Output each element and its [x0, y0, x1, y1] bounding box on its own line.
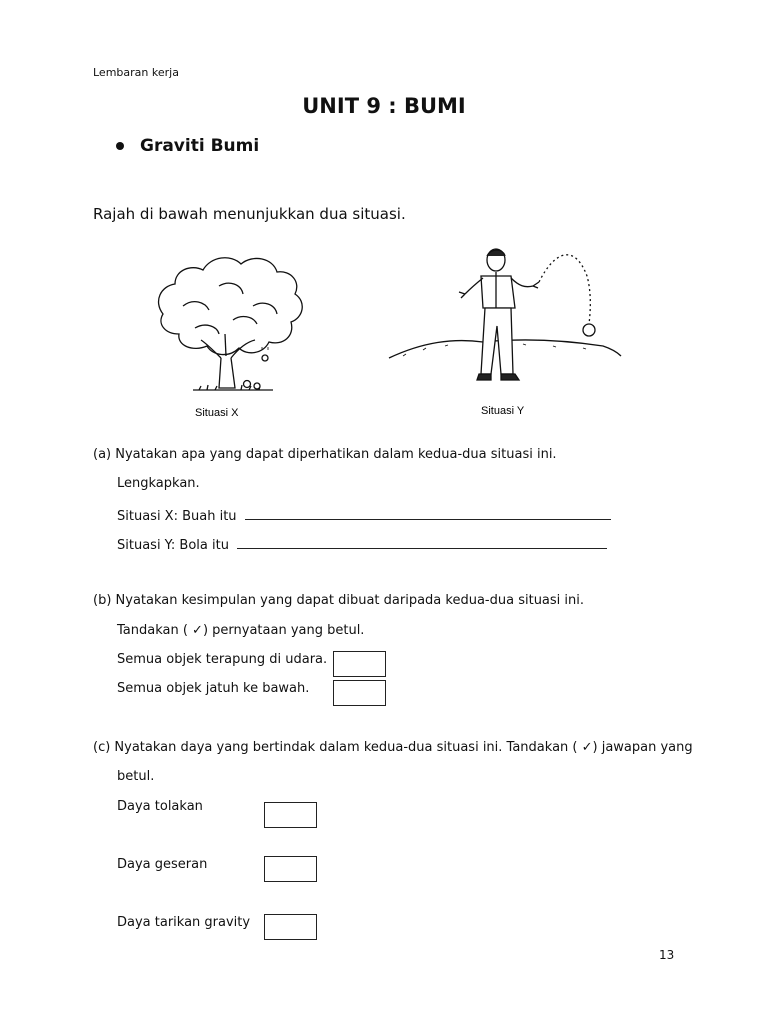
worksheet-label: Lembaran kerja — [93, 66, 179, 79]
question-c-option-2-checkbox[interactable] — [264, 856, 317, 882]
person-illustration — [389, 249, 621, 380]
question-b-option-1-checkbox[interactable] — [333, 651, 386, 677]
question-b-instruction: Tandakan ( ✓) pernyataan yang betul. — [117, 623, 365, 638]
question-b-option-2-label: Semua objek jatuh ke bawah. — [117, 681, 310, 696]
question-c-prompt: (c) Nyatakan daya yang bertindak dalam kedua-dua situasi ini. Tandakan ( ✓) jawapan yang — [93, 740, 693, 755]
situasi-x-label: Situasi X — [195, 407, 239, 419]
intro-text: Rajah di bawah menunjukkan dua situasi. — [93, 205, 406, 223]
question-b-option-2-checkbox[interactable] — [333, 680, 386, 706]
bullet-icon — [116, 142, 124, 150]
question-a-situasi-x-row — [117, 506, 611, 524]
question-c-option-2-label: Daya geseran — [117, 857, 208, 872]
question-b-option-1-label: Semua objek terapung di udara. — [117, 652, 328, 667]
question-a-instruction: Lengkapkan. — [117, 476, 200, 491]
situasi-x-answer-line[interactable] — [245, 506, 611, 520]
question-c-option-1-label: Daya tolakan — [117, 799, 203, 814]
question-c-option-3-label: Daya tarikan gravity — [117, 915, 251, 930]
situasi-x-prompt: Situasi X: Buah itu — [117, 509, 237, 524]
question-a-situasi-y-row — [117, 535, 607, 553]
question-a-prompt: (a) Nyatakan apa yang dapat diperhatikan dalam kedua-dua situasi ini. — [93, 447, 557, 462]
situasi-y-answer-line[interactable] — [237, 535, 607, 549]
situasi-y-prompt: Situasi Y: Bola itu — [117, 538, 229, 553]
question-c-option-3-checkbox[interactable] — [264, 914, 317, 940]
situasi-y-label: Situasi Y — [481, 405, 525, 417]
topic-heading — [116, 136, 259, 156]
tree-illustration — [159, 258, 303, 390]
page-number: 13 — [659, 948, 675, 962]
question-c-prompt-continued: betul. — [117, 769, 155, 784]
topic-heading-text: Graviti Bumi — [140, 136, 260, 156]
question-c-option-1-checkbox[interactable] — [264, 802, 317, 828]
question-b-prompt: (b) Nyatakan kesimpulan yang dapat dibuat daripada kedua-dua situasi ini. — [93, 593, 585, 608]
situations-illustration — [123, 246, 675, 421]
page-title: UNIT 9 : BUMI — [302, 94, 466, 118]
